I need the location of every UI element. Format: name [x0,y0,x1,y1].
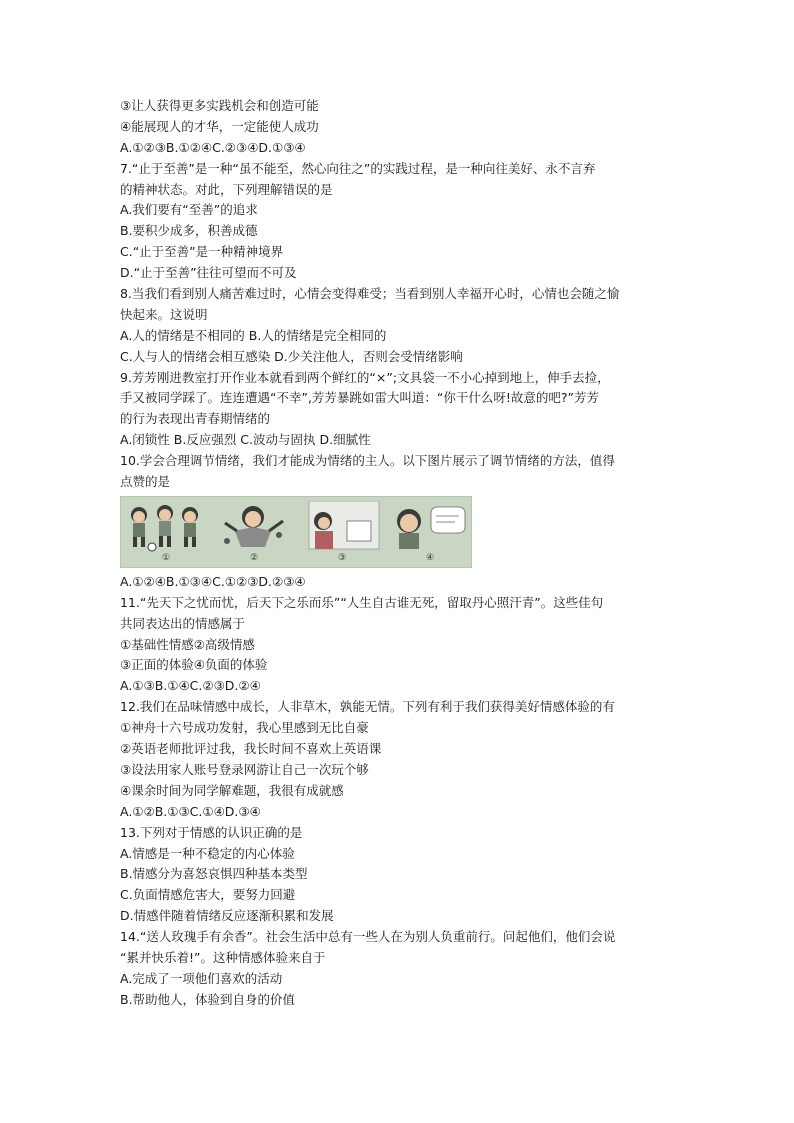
question-10: 10.学会合理调节情绪，我们才能成为情绪的主人。以下图片展示了调节情绪的方法，值得 [120,453,615,469]
text-line: “累并快乐着!”。这种情感体验来自于 [120,949,326,965]
answer-options: A.闭锁性 B.反应强烈 C.波动与固执 D.细腻性 [120,432,371,448]
option-a: A.情感是一种不稳定的内心体验 [120,845,295,861]
option-b: B.要积少成多，积善成德 [120,223,258,239]
statement: ④课余时间为同学解难题，我很有成就感 [120,782,344,798]
text-line: 共同表达出的情感属于 [120,615,246,631]
question-11: 11.“先天下之忧而忧，后天下之乐而乐”“人生自古谁无死，留取丹心照汗青”。这些佳句 [120,594,604,610]
figure-panel-3 [301,501,383,563]
thinking-boy-illustration [389,501,471,553]
answer-options: A.①②④B.①③④C.①②③D.②③④ [120,573,306,589]
option-d: D.情感伴随着情绪反应逐渐积累和发展 [120,908,334,924]
option-c: C.负面情感危害大，要努力回避 [120,887,296,903]
options-cd: C.人与人的情绪会相互感染 D.少关注他人，否则会受情绪影响 [120,348,463,364]
question-8: 8.当我们看到别人痛苦难过时，心情会变得难受；当看到别人幸福开心时，心情也会随之愉 [120,286,620,302]
figure-panel-4 [389,501,471,563]
text-line: ③让人获得更多实践机会和创造可能 [120,98,319,113]
answer-options: A.①②B.①③C.①④D.③④ [120,803,261,819]
option-a: A.我们要有“至善”的追求 [120,202,258,218]
statement: ③设法用家人账号登录网游让自己一次玩个够 [120,761,369,777]
option-b: B.情感分为喜怒哀惧四种基本类型 [120,866,308,882]
statement: ①基础性情感②高级情感 [120,636,255,652]
text-line: 的精神状态。对此，下列理解错误的是 [120,181,333,197]
text-line: ④能展现人的才华，一定能使人成功 [120,118,319,134]
statement: ③正面的体验④负面的体验 [120,657,268,673]
text-line: 手又被同学踩了。连连遭遇“不幸”,芳芳暴跳如雷大叫道：“你干什么呀!故意的吧?”芳芳 [120,390,600,406]
options-ab: A.人的情绪是不相同的 B.人的情绪是完全相同的 [120,327,387,343]
answer-options: A.①③B.①④C.②③D.②④ [120,678,261,694]
emotion-regulation-figure [120,496,472,568]
statement: ②英语老师批评过我，我长时间不喜欢上英语课 [120,741,382,757]
option-a: A.完成了一项他们喜欢的活动 [120,970,283,986]
upset-girl-illustration [213,501,295,553]
figure-panel-2 [213,501,295,563]
option-d: D.“止于至善”往往可望而不可及 [120,265,297,281]
figure-label: ① [161,552,171,563]
figure-label: ② [249,552,259,563]
question-7: 7.“止于至善”是一种“虽不能至，然心向往之”的实践过程，是一种向往美好、永不言弃 [120,160,596,176]
question-12: 12.我们在品味情感中成长，人非草木，孰能无情。下列有利于我们获得美好情感体验的有 [120,699,615,715]
answer-options: A.①②③B.①②④C.②③④D.①③④ [120,139,306,155]
football-players-illustration [125,501,207,553]
text-line: 的行为表现出青春期情绪的 [120,411,271,427]
figure-label: ③ [337,552,347,563]
option-b: B.帮助他人，体验到自身的价值 [120,991,296,1007]
talking-girl-illustration [301,501,383,553]
question-14: 14.“送人玫瑰手有余香”。社会生活中总有一些人在为别人负重前行。问起他们，他们会说 [120,929,616,945]
question-13: 13.下列对于情感的认识正确的是 [120,824,303,840]
question-9: 9.芳芳刚进教室打开作业本就看到两个鲜红的“×”;文具袋一不小心掉到地上，伸手去捡， [120,369,610,385]
document-page [120,96,680,1011]
text-line: 点赞的是 [120,474,171,490]
figure-panel-1 [125,501,207,563]
text-line: 快起来。这说明 [120,306,208,322]
statement: ①神舟十六号成功发射，我心里感到无比自豪 [120,720,369,736]
figure-label: ④ [425,552,435,563]
option-c: C.“止于至善”是一种精神境界 [120,244,284,260]
